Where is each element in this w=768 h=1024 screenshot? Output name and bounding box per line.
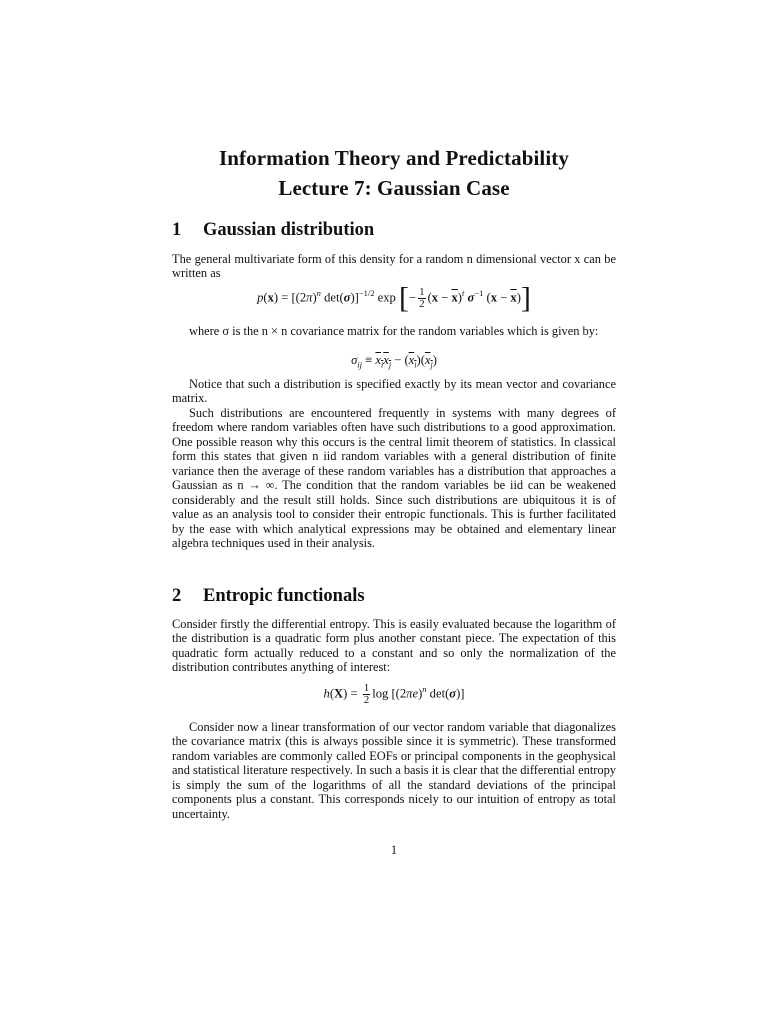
section-number: 1 — [172, 220, 182, 240]
paragraph-intro: The general multivariate form of this density for a random n dimensional vector x can be written as — [172, 252, 616, 281]
equation-gaussian-density: $p(x) = [(2\pi)^n$ det(σ)]$^{-1/2}$ exp [− $\frac{1}{2}$ $(x - \overline{x})^t$ $\sigma^{-1}$ $(x - \overline{x})$] — [257, 281, 531, 315]
equation-covariance: $\sigma_{ij} \equiv x_ix_j - (x_i)(x_j)$ — [351, 353, 437, 370]
section-number: 2 — [172, 586, 182, 606]
section-heading-2 — [172, 586, 616, 607]
page-number: 1 — [390, 843, 398, 857]
equation-entropy: h(X) = $\frac{1}{2}$ $\log [(2\pi e)^n$ det(σ)] — [323, 682, 465, 706]
paragraph-differential-entropy: Consider firstly the differential entropy. This is easily evaluated because the logarithm of the distribution is a quadratic form plus another constant piece. The expectation of this quadratic form actually reduced to a constant and so only the normalization of the distribution contributes anything of interest: — [172, 617, 616, 675]
paragraph-covariance: where σ is the n × n covariance matrix for the random variables which is given by: — [189, 324, 599, 338]
paragraph-specified: Notice that such a distribution is specified exactly by its mean vector and covariance matrix. — [172, 377, 616, 406]
section-heading-1 — [172, 220, 616, 241]
document-title-line-2: Lecture 7: Gaussian Case — [278, 176, 510, 200]
paper-page — [172, 0, 616, 1024]
section-title: Entropic functionals — [203, 586, 365, 606]
paragraph-linear-transformation: Consider now a linear transformation of our vector random variable that diagonalizes the covariance matrix (this is always possible since it is symmetric). These transformed random variables are commonly called EOFs or principal components in the geophysical and statistical literature respectively. In such a basis it is clear that the differential entropy is simply the sum of the logarithms of all the standard deviations of the principal components plus a constant. This corresponds nicely to our intuition of entropy as total uncertainty. — [172, 720, 616, 821]
paragraph-central-limit: Such distributions are encountered frequently in systems with many degrees of freedom where random variables often have such distributions to a good approximation. One possible reason why this occurs is the central limit theorem of statistics. In classical form this states that given n iid random variables with a general distribution of finite variance then the average of these random variables has a distribution that approaches a Gaussian as n → ∞. The condition that the random variables be iid can be weakened considerably and the result still holds. Since such distributions are ubiquitous it is of value as an analysis tool to consider their entropic functionals. This is further facilitated by the ease with which analytical expressions may be obtained and elementary linear algebra techniques used in their analysis. — [172, 406, 616, 551]
section-title: Gaussian distribution — [203, 220, 375, 240]
document-title-line-1: Information Theory and Predictability — [218, 146, 569, 170]
